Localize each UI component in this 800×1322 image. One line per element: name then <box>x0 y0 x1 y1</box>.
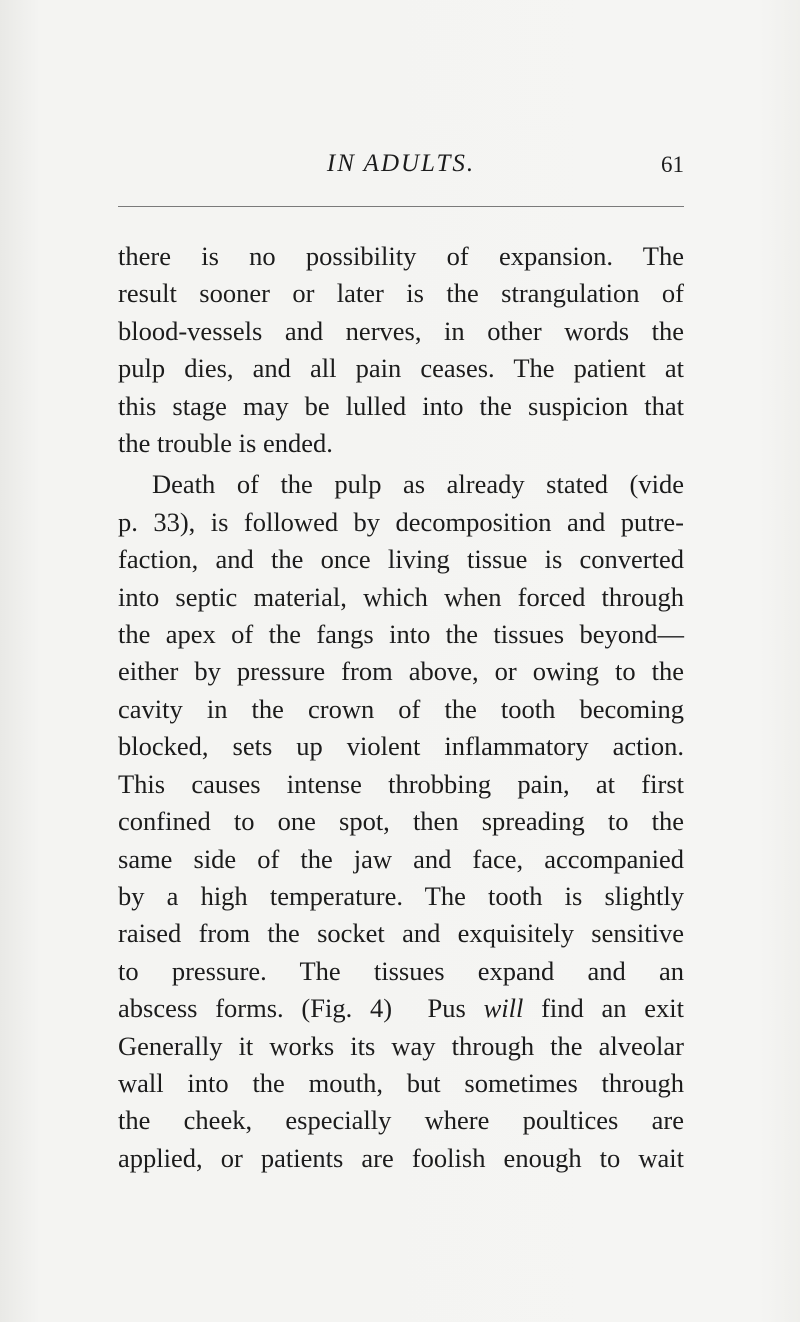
text-line: blocked, sets up violent inflammatory action. <box>118 731 684 762</box>
text-line: to pressure. The tissues expand and an <box>118 955 684 986</box>
text-line: same side of the jaw and face, accompanied <box>118 843 684 874</box>
text-fragment: Pus <box>427 993 466 1024</box>
text-line: result sooner or later is the strangulation of <box>118 278 684 309</box>
italic-word: will <box>483 993 524 1024</box>
text-line: the apex of the fangs into the tissues beyond— <box>118 619 684 650</box>
text-fragment: find an exit <box>541 993 685 1024</box>
page-number: 61 <box>661 152 684 177</box>
paragraph-1 <box>118 238 684 462</box>
text-line: cavity in the crown of the tooth becoming <box>118 693 684 724</box>
text-line: Death of the pulp as already stated (vide <box>152 469 684 500</box>
header-rule <box>118 206 684 207</box>
text-line: raised from the socket and exquisitely sensitive <box>118 918 684 949</box>
text-line: the trouble is ended. <box>118 428 333 459</box>
running-head <box>118 150 684 184</box>
paragraph-2 <box>118 466 684 1177</box>
text-line: confined to one spot, then spreading to the <box>118 806 684 837</box>
running-head-title: IN ADULTS. <box>326 150 476 177</box>
text-line-fig-ref <box>118 990 684 1027</box>
text-line: p. 33), is followed by decomposition and putre- <box>118 506 684 537</box>
text-line: into septic material, which when forced through <box>118 581 684 612</box>
text-line: This causes intense throbbing pain, at first <box>118 768 684 799</box>
text-line: blood-vessels and nerves, in other words the <box>118 315 684 346</box>
text-line: by a high temperature. The tooth is slightly <box>118 880 684 911</box>
text-line: the cheek, especially where poultices are <box>118 1105 684 1136</box>
text-fragment: abscess forms. (Fig. 4) <box>118 993 393 1024</box>
text-line: this stage may be lulled into the suspicion that <box>118 390 684 421</box>
text-line: Generally it works its way through the alveolar <box>118 1030 684 1061</box>
text-line: wall into the mouth, but sometimes through <box>118 1067 684 1098</box>
text-line: either by pressure from above, or owing to the <box>118 656 684 687</box>
text-line: pulp dies, and all pain ceases. The patient at <box>118 353 684 384</box>
text-line: applied, or patients are foolish enough to wait <box>118 1142 684 1173</box>
text-line: there is no possibility of expansion. The <box>118 241 684 271</box>
body-text <box>118 238 684 1177</box>
text-line: faction, and the once living tissue is converted <box>118 544 684 575</box>
